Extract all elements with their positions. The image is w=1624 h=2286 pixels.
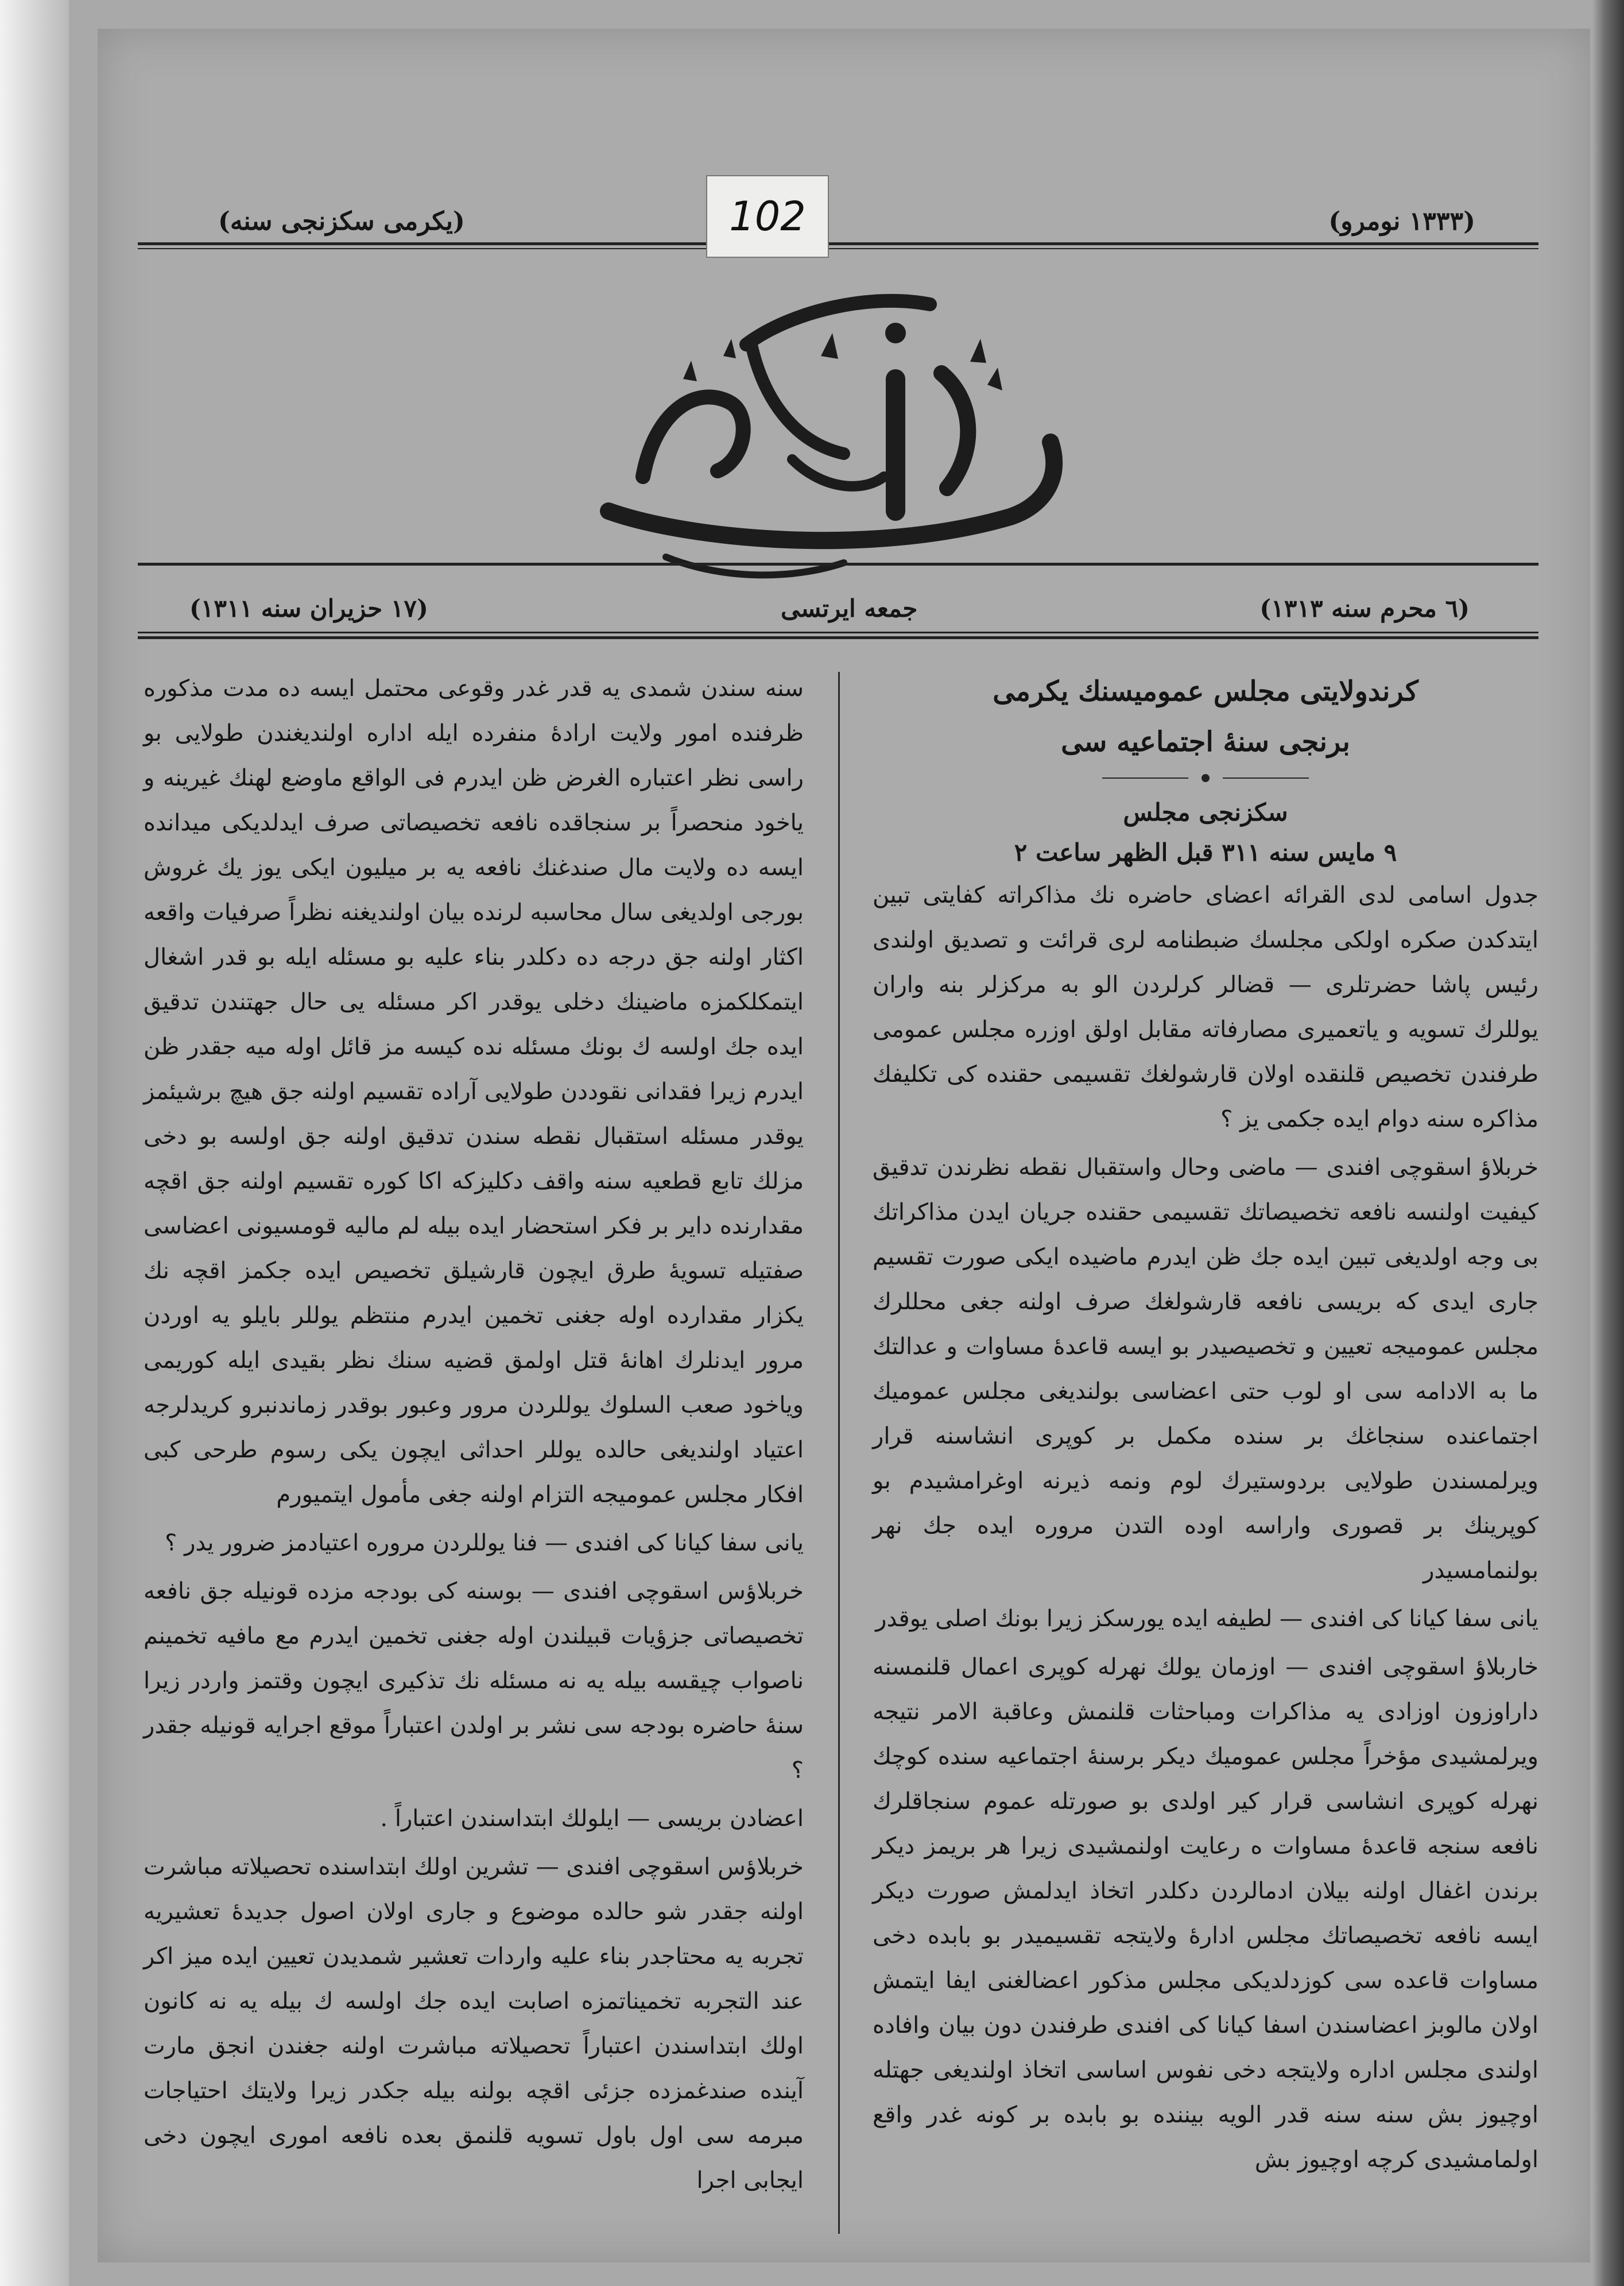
session-title: سكزنجى مجلس [1123, 798, 1288, 826]
paragraph: خاربلاؤ اسقوچى افندى — اوزمان يولك نهرله كوپرى اعمال قلنمسنه داراوزون اوزادى يه مذاكرات ومباحثات قلنمش وعاقبة الامر نتيجه ويرلمشيدى مؤخراً مجلس عموميك ديكر برسنهٔ اجتماعيه سنده كوچك نهرله كوپرى انشاسى قرار كير اولدى بو صورتله عموم سنجاقلرك نافعه سنجه قاعدهٔ مساوات ه رعايت اولنمشيدى زيرا هر بريمز ديكر برندن اغفال اولنه بيلان ادمالردن دكلدر اتخاذ ايدلمش صورت ديكر ايسه نافعه تخصيصاتك مجلس ادارهٔ ولايتجه تقسيميدر بو بابده دخى مساوات قاعده سى كوزدلديكى مجلس مذكور اعضالغنى ايفا ايتمش اولان مالوبز اعضاسندن اسفا كيانا كى افندى طرفندن دون بيان وافاده اولندى مجلس اداره ولايتجه دخى نفوس اساسى اتخاذ اولنديغى جهتله اوچيوز بش سنه سنه قدر الويه بيننده بو بابده بر كونه غدر واقع اولمامشيدى كرچه اوچيوز بش [873, 1654, 1539, 2173]
scan-margin-right [1592, 0, 1624, 2286]
date-rule-top [138, 563, 1538, 566]
weekday-label: جمعه ايرتسى [781, 594, 918, 622]
rumi-date: (١٧ حزيران سنه ١٣١١) [189, 594, 428, 622]
issue-number-label: (١٣٣٣ نومرو) [1328, 207, 1475, 236]
year-label: (يكرمى سكزنجى سنه) [218, 207, 465, 236]
date-rule-bottom [138, 632, 1538, 633]
header-rule-top-thin [138, 248, 1538, 249]
paragraph: خربلاؤس اسقوچى افندى — تشرين اولك ابتداسنده تحصيلاته مباشرت اولنه جقدر شو حالده موضوع و جارى اولان اصول جديدهٔ تعشيريه تجربه يه محتاجدر بناء عليه واردات تعشير شمديدن تعيين ايده ميز اكر عند التجربه تخميناتمزه اصابت ايده جك اولسه ك بيله يه نه كانون اولك ابتداسندن اعتباراً تحصيلاته مباشرت اولنه جغندن انجق مارت آينده صندغمزده جزئى اقچه بولنه بيله جكدر زيرا ولايتك احتياجات مبرمه سى اول باول تسويه قلنمق بعده نافعه امورى ايچون دخى ايجابى اجرا [144, 1854, 804, 2194]
masthead-calligraphy [574, 270, 1137, 591]
date-row [138, 571, 1538, 640]
paragraph: جدول اسامى لدى القرائه اعضاى حاضره نك مذاكراته كفايتى تبين ايتدكدن صكره اولكى مجلسك ضبطنامه لرى قرائت و تصديق اولندى رئيس پاشا حضرتلرى — قضالر كرلردن الو به مركزلر بنه واران يوللرك تسويه و ياتعميرى مصارفاته مقابل اولق اوزره مجلس عمومى طرفندن تخصيص قلنقده اولان قارشولغك تقسيمى حقنده كى تكليفك مذاكره سنه دوام ايده جكمى يز ؟ [873, 882, 1539, 1132]
article-heading-2: برنجى سنهٔ اجتماعيه سى [1061, 726, 1350, 758]
date-rule-bottom-thick [138, 636, 1538, 639]
paragraph: خربلاؤ اسقوچى افندى — ماضى وحال واستقبال نقطه نظرندن تدقيق كيفيت اولنسه نافعه تخصيصاتك تقسيمى حقنده جريان ايدن مذاكراتك بى وجه اولديغى تبين ايده جك ظن ايدرم ماضيده ايكى صورت تقسيم جارى ايدى كه بريسى نافعه قارشولغك صرف اولنه جغى محللرك مجلس عموميجه تعيين و تخصيصيدر بو ايسه قاعدهٔ مساوات و عدالتك ما به الادامه سى او لوب حتى اعضاسى بولنديغى مجلس عموميك اجتماعنده سنجاغك بر سنده مكمل بر كوپرى انشاسنه قرار ويرلمسندن طولايى بردوستيرك لوم ونمه ذيرنه اوغرامشيدم بو كوپرينك بر قصورى واراسه اوده التدن مروره ايده جك نهر بولنمامسيدر [873, 1154, 1538, 1584]
masthead-logo [574, 270, 1137, 591]
scan-margin-left [0, 0, 69, 2286]
left-column [144, 666, 804, 2206]
handwritten-issue-number [706, 175, 829, 258]
header-rule-top [138, 242, 1538, 245]
hijri-date: (٦ محرم سنه ١٣١٣) [1259, 594, 1470, 622]
ornament-divider [1102, 772, 1309, 784]
paragraph: يانى سفا كيانا كى افندى — لطيفه ايده يورسكز زيرا بونك اصلى يوقدر [875, 1606, 1538, 1632]
paragraph: سنه سندن شمدى يه قدر غدر وقوعى محتمل ايسه ده مدت مذكوره ظرفنده امور ولايت ارادهٔ منفرده ايله اداره اولنديغندن طولايى بو راسى نظر اعتباره الغرض ظن ايدرم فى الواقع ماوضع لهنك غيرينه و ياخود منحصراً بر سنجاقده نافعه تخصيصاتى صرف ايدلديكى ميدانده ايسه ده ولايت مال صندغنك نافعه يه بر ميليون ايكى يوز يك غروش بورجى اولديغى سال محاسبه لرنده بيان اولنديغنه نظراً صرفيات واقعه اكثار اولنه جق درجه ده دكلدر بناء عليه بو مسئله ايله بو قدر اشغال ايتمكلكمزه ماضينك دخلى يوقدر اكر مسئله يى حال جهتندن تدقيق ايده جك اولسه ك بونك مسئله نده كيسه مز قائل اوله ميه جقدر ظن ايدرم زيرا فقدانى نقوددن طولايى آراده تقسيم اولنه جق هيچ برشيئمز يوقدر مسئله استقبال نقطه سندن تدقيق اولنه جق اولسه بو دخى مزلك تابع قطعيه سنه واقف دكليزكه اكا كوره تقسيم اولنه جق اقچه مقدارنده داير بر فكر استحضار ايده بيله لم ماليه قومسيونى اعضاسى صفتيله تسويهٔ طرق ايچون قارشيلق تخصيص ايده جكمز اقچه نك يكزار مقدارده اوله جغنى تخمين ايدرم منتظم يوللر بايلو يه اوردن مرور ايدنلرك اهانهٔ قتل اولمق قضيه سنك نظر بقيدى ايله كوريمى وياخود صعب السلوك يوللردن مرور وعبور بوقدر زماندنبرو كريدلرجه اعتياد اولنديغى حالده يوللر احداثى ايچون يكى رسوم طرحى كبى افكار مجلس عموميجه التزام اولنه جغى مأمول ايتميورم [144, 675, 804, 1508]
paragraph: خربلاؤس اسقوچى افندى — بوسنه كى بودجه مزده قونيله جق نافعه تخصيصاتى جزؤيات قبيلندن اوله جغنى تخمين ايدرم مع مافيه تخمينم ناصواب چيقسه بيله يه نه مسئله نك تذكيرى ايچون وقتمز واردر زيرا سنهٔ حاضره بودجه سى نشر بر اولدن اعتباراً موقع اجرايه قونيله جقدر ؟ [144, 1578, 804, 1784]
paragraph: اعضادن بريسى — ايلولك ابتداسندن اعتباراً . [380, 1805, 804, 1832]
right-column [873, 666, 1538, 2186]
handwritten-number-text: 102 [729, 193, 806, 240]
session-date: ٩ مايس سنه ٣١١ قبل الظهر ساعت ٢ [1014, 838, 1397, 867]
paragraph: يانى سفا كيانا كى افندى — فنا يوللردن مروره اعتيادمز ضرور يدر ؟ [165, 1530, 804, 1556]
column-divider [838, 672, 840, 2234]
ornament-icon [1102, 772, 1309, 784]
newspaper-page [98, 29, 1590, 2262]
article-heading-1: كرندولايتى مجلس عموميسنك يكرمى [993, 675, 1418, 707]
